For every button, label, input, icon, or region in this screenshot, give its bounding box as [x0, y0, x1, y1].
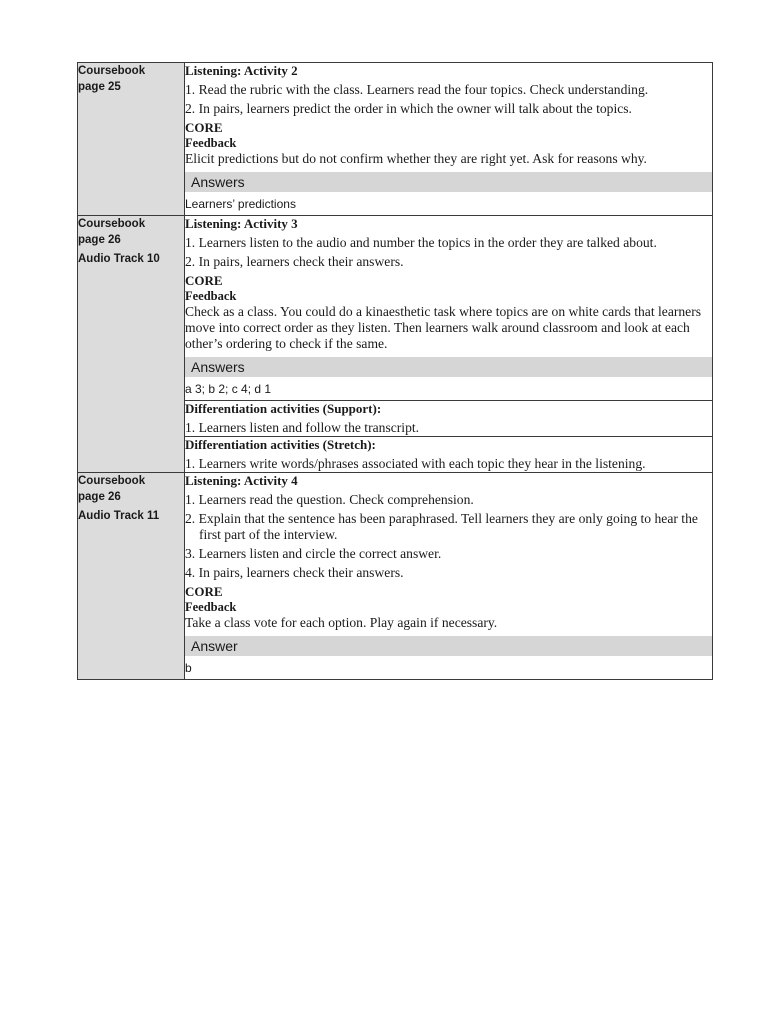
source-cell: [78, 473, 185, 680]
step-item: 1. Learners read the question. Check comprehension.: [185, 492, 474, 507]
activity-title: Listening: Activity 2: [185, 63, 298, 78]
step-list: [185, 492, 712, 581]
answers-header: Answers: [185, 357, 713, 377]
activity-cell: [185, 216, 713, 401]
feedback-text: Take a class vote for each option. Play again if necessary.: [185, 615, 498, 630]
support-cell: [185, 401, 713, 437]
table-row: [78, 216, 713, 401]
source-cell: [78, 63, 185, 216]
answers-text: a 3; b 2; c 4; d 1: [185, 382, 272, 396]
feedback-text: Elicit predictions but do not confirm whether they are right yet. Ask for reasons why.: [185, 151, 647, 166]
step-list: [185, 235, 712, 270]
table-row: [78, 473, 713, 680]
stretch-title: Differentiation activities (Stretch):: [185, 437, 376, 452]
core-label: CORE: [185, 584, 223, 599]
answers-header: Answer: [185, 636, 713, 656]
source-book: Coursebook: [78, 475, 146, 487]
feedback-label: Feedback: [185, 600, 237, 614]
step-item: 4. In pairs, learners check their answers.: [185, 565, 404, 580]
activity-title: Listening: Activity 3: [185, 216, 298, 231]
activity-cell: [185, 473, 713, 680]
answers-text: Learners’ predictions: [185, 197, 296, 211]
source-cell: [78, 216, 185, 473]
audio-track: Audio Track 10: [78, 253, 160, 265]
step-list: [185, 82, 712, 117]
support-text: 1. Learners listen and follow the transcript.: [185, 420, 420, 435]
feedback-label: Feedback: [185, 289, 237, 303]
activity-title: Listening: Activity 4: [185, 473, 298, 488]
step-item: 2. Explain that the sentence has been paraphrased. Tell learners they are only going to hear the first part of the interview.: [185, 511, 698, 542]
feedback-text: Check as a class. You could do a kinaesthetic task where topics are on white cards that learners move into correct order as they listen. Then learners walk around classroom and look at each other’s ordering to check if the same.: [185, 304, 702, 351]
source-book: Coursebook: [78, 65, 146, 77]
answers-text: b: [185, 661, 192, 675]
activity-cell: [185, 63, 713, 216]
source-page: page 26: [78, 234, 121, 246]
source-page: page 26: [78, 491, 121, 503]
audio-track: Audio Track 11: [78, 510, 160, 522]
step-item: 2. In pairs, learners check their answers.: [185, 254, 404, 269]
core-label: CORE: [185, 120, 223, 135]
step-item: 2. In pairs, learners predict the order in which the owner will talk about the topics.: [185, 101, 632, 116]
support-title: Differentiation activities (Support):: [185, 401, 382, 416]
lesson-plan-table: [77, 62, 713, 680]
source-page: page 25: [78, 81, 121, 93]
step-item: 1. Learners listen to the audio and number the topics in the order they are talked about.: [185, 235, 657, 250]
table-row: [78, 63, 713, 216]
source-book: Coursebook: [78, 218, 146, 230]
step-item: 3. Learners listen and circle the correct answer.: [185, 546, 442, 561]
feedback-label: Feedback: [185, 136, 237, 150]
stretch-cell: [185, 437, 713, 473]
stretch-text: 1. Learners write words/phrases associated with each topic they hear in the listening.: [185, 456, 646, 471]
answers-header: Answers: [185, 172, 713, 192]
core-label: CORE: [185, 273, 223, 288]
step-item: 1. Read the rubric with the class. Learners read the four topics. Check understanding.: [185, 82, 649, 97]
